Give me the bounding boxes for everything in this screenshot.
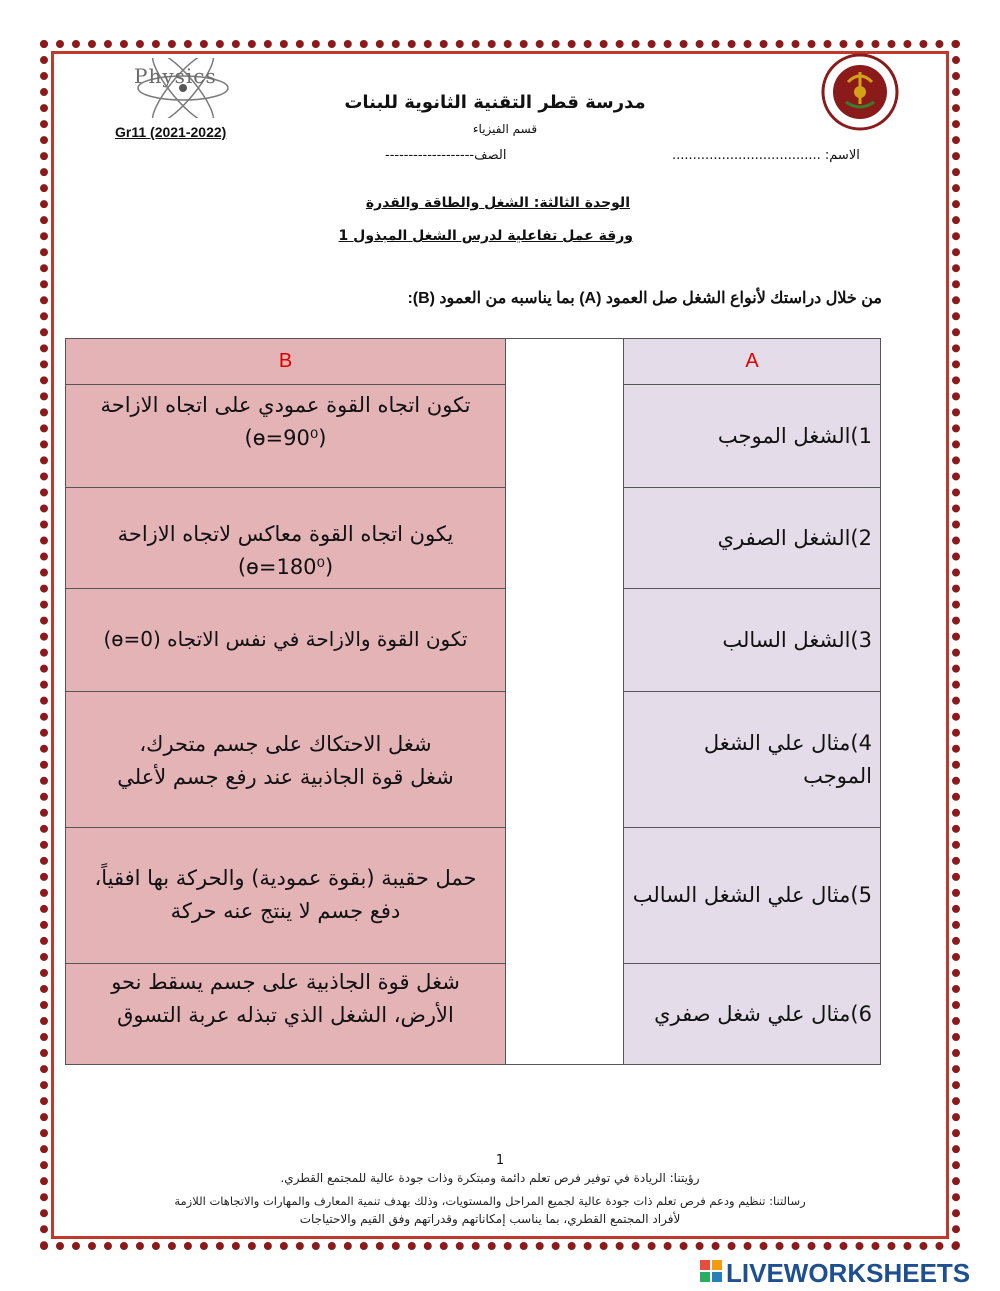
col-a-item-1-label: 1)الشغل الموجب — [717, 423, 872, 448]
physics-logo — [128, 58, 238, 118]
worksheet-title: ورقة عمل تفاعلية لدرس الشغل المبذول 1 — [338, 228, 633, 244]
col-a-item-3-label: 3)الشغل السالب — [722, 627, 872, 652]
liveworksheets-logo-icon — [700, 1260, 722, 1282]
col-a-item-1[interactable] — [623, 384, 881, 488]
mission-statement-line-2: لأفراد المجتمع القطري، بما يناسب إمكاناتهم وقدراتهم وفق القيم والاحتياجات — [299, 1212, 681, 1226]
col-a-item-2-label: 2)الشغل الصفري — [717, 525, 872, 550]
liveworksheets-brand[interactable]: LIVEWORKSHEETS — [726, 1258, 971, 1288]
col-b-item-2[interactable]: يكون اتجاه القوة معاكس لاتجاه الازاحة (ѳ=180⁰) — [65, 487, 506, 589]
name-field[interactable]: الاسم: .................................... — [672, 148, 860, 163]
col-a-header: A — [623, 338, 881, 385]
col-b-item-5[interactable]: حمل حقيبة (بقوة عمودية) والحركة بها افقياً، دفع جسم لا ينتج عنه حركة — [65, 827, 506, 964]
col-b-item-1[interactable]: تكون اتجاه القوة عمودي على اتجاه الازاحة (ѳ=90⁰) — [65, 384, 506, 488]
mission-statement-line-1: رسالتنا: تنظيم ودعم فرص تعلم ذات جودة عالية لجميع المراحل والمستويات، وذلك بهدف تنمية المعارف والمهارات والاتجاهات اللازمة — [174, 1194, 806, 1208]
page-number: 1 — [495, 1153, 505, 1168]
ministry-crest-icon — [820, 52, 900, 132]
col-a-item-6-label: 6)مثال علي شغل صفري — [654, 1001, 872, 1026]
school-name: مدرسة قطر التقنية الثانوية للبنات — [344, 92, 646, 113]
col-a-item-4[interactable] — [623, 691, 881, 828]
col-a-item-3[interactable] — [623, 588, 881, 692]
grade-label: Gr11 (2021-2022) — [115, 124, 227, 140]
class-field[interactable]: الصف------------------- — [385, 148, 507, 163]
col-a-item-2[interactable] — [623, 487, 881, 589]
matching-table — [65, 338, 881, 1065]
vision-statement: رؤيتنا: الريادة في توفير فرص تعلم دائمة ومبتكرة وذات جودة عالية للمجتمع القطري. — [280, 1171, 700, 1185]
col-b-item-6[interactable]: شغل قوة الجاذبية على جسم يسقط نحو الأرض، الشغل الذي تبذله عربة التسوق — [65, 963, 506, 1065]
col-a-item-5[interactable] — [623, 827, 881, 964]
col-b-item-3[interactable]: تكون القوة والازاحة في نفس الاتجاه (ѳ=0) — [65, 588, 506, 692]
department-name: قسم الفيزياء — [472, 122, 538, 136]
unit-title: الوحدة الثالثة: الشغل والطاقة والقدرة — [365, 195, 630, 211]
col-a-item-4-label: 4)مثال علي الشغل الموجب — [703, 730, 872, 788]
col-b-item-4[interactable]: شغل الاحتكاك على جسم متحرك، شغل قوة الجاذبية عند رفع جسم لأعلي — [65, 691, 506, 828]
col-a-item-6[interactable] — [623, 963, 881, 1065]
instruction-text: من خلال دراستك لأنواع الشغل صل العمود (A) بما يناسبه من العمود (B): — [407, 290, 882, 307]
match-area[interactable] — [505, 338, 624, 1065]
logo-text: Physics — [134, 64, 217, 88]
col-a-item-5-label: 5)مثال علي الشغل السالب — [632, 883, 872, 907]
col-b-header: B — [65, 338, 506, 385]
